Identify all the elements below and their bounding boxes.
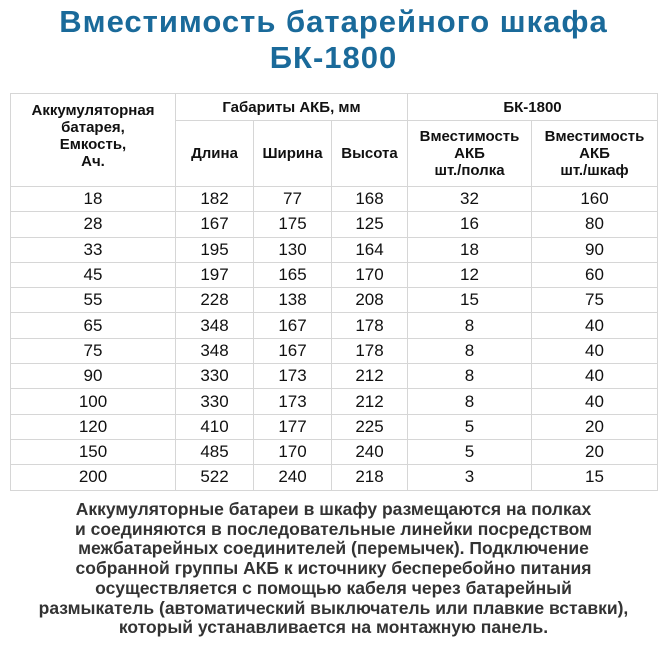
cell-per-shelf: 8 [408, 364, 532, 389]
cell-length: 197 [176, 262, 254, 287]
cell-height: 178 [332, 313, 408, 338]
header-battery-capacity [11, 94, 176, 187]
table-body [11, 187, 658, 491]
cell-height: 170 [332, 262, 408, 287]
capacity-table [10, 93, 658, 491]
cell-width: 77 [254, 187, 332, 212]
cell-length: 330 [176, 389, 254, 414]
table-row [11, 212, 658, 237]
cell-width: 177 [254, 414, 332, 439]
header-line: Емкость, [59, 136, 127, 153]
cell-width: 240 [254, 465, 332, 490]
cell-per-cabinet: 40 [532, 389, 658, 414]
header-height: Высота [332, 121, 408, 187]
cell-per-cabinet: 20 [532, 439, 658, 464]
cell-capacity: 33 [11, 237, 176, 262]
cell-per-cabinet: 90 [532, 237, 658, 262]
header-per-cabinet [532, 121, 658, 187]
description-line: собранной группы АКБ к источнику бесперебойно питания [75, 558, 592, 579]
cell-capacity: 90 [11, 364, 176, 389]
cell-capacity: 28 [11, 212, 176, 237]
cell-capacity: 45 [11, 262, 176, 287]
cell-capacity: 65 [11, 313, 176, 338]
cell-length: 522 [176, 465, 254, 490]
cell-height: 164 [332, 237, 408, 262]
cell-per-shelf: 12 [408, 262, 532, 287]
cell-per-shelf: 5 [408, 414, 532, 439]
table-row [11, 465, 658, 490]
cell-length: 348 [176, 313, 254, 338]
cell-width: 170 [254, 439, 332, 464]
cell-per-cabinet: 160 [532, 187, 658, 212]
cell-per-shelf: 8 [408, 313, 532, 338]
cell-length: 485 [176, 439, 254, 464]
page-title: Вместимость батарейного шкафа [59, 4, 608, 39]
header-per-shelf [408, 121, 532, 187]
cell-width: 138 [254, 288, 332, 313]
description-paragraph [0, 500, 667, 638]
description-line: который устанавливается на монтажную панель. [118, 617, 549, 638]
cell-per-cabinet: 15 [532, 465, 658, 490]
table-row [11, 237, 658, 262]
description-line: и соединяются в последовательные линейки посредством [74, 518, 593, 539]
cell-height: 125 [332, 212, 408, 237]
cell-height: 218 [332, 465, 408, 490]
cell-length: 330 [176, 364, 254, 389]
cell-capacity: 120 [11, 414, 176, 439]
page-subtitle: БК-1800 [269, 40, 398, 75]
table-row [11, 262, 658, 287]
header-cabinet: БК-1800 [408, 94, 658, 121]
header-line: АКБ [454, 145, 485, 162]
table-row [11, 364, 658, 389]
cell-per-cabinet: 60 [532, 262, 658, 287]
cell-per-shelf: 8 [408, 338, 532, 363]
cell-capacity: 18 [11, 187, 176, 212]
cell-height: 178 [332, 338, 408, 363]
header-line: Вместимость [419, 128, 520, 145]
cell-per-shelf: 8 [408, 389, 532, 414]
description-line: размыкатель (автоматический выключатель или плавкие вставки), [38, 597, 629, 618]
cell-per-cabinet: 80 [532, 212, 658, 237]
cell-per-cabinet: 40 [532, 338, 658, 363]
cell-width: 165 [254, 262, 332, 287]
table-row [11, 439, 658, 464]
cell-capacity: 150 [11, 439, 176, 464]
cell-per-shelf: 32 [408, 187, 532, 212]
header-line: шт./полка [434, 162, 505, 179]
cell-width: 130 [254, 237, 332, 262]
table-row [11, 288, 658, 313]
table-row [11, 338, 658, 363]
table-row [11, 187, 658, 212]
cell-height: 212 [332, 364, 408, 389]
cell-capacity: 55 [11, 288, 176, 313]
cell-width: 167 [254, 338, 332, 363]
cell-per-cabinet: 20 [532, 414, 658, 439]
header-line: Аккумуляторная [31, 102, 155, 119]
header-line: Ач. [81, 153, 105, 170]
header-line: Вместимость [544, 128, 645, 145]
table-row [11, 389, 658, 414]
cell-per-shelf: 15 [408, 288, 532, 313]
description-line: межбатарейных соединителей (перемычек). Подключение [78, 538, 589, 559]
cell-height: 168 [332, 187, 408, 212]
cell-length: 182 [176, 187, 254, 212]
cell-length: 195 [176, 237, 254, 262]
cell-per-cabinet: 75 [532, 288, 658, 313]
cell-length: 228 [176, 288, 254, 313]
cell-per-cabinet: 40 [532, 364, 658, 389]
header-width: Ширина [254, 121, 332, 187]
cell-width: 173 [254, 364, 332, 389]
cell-height: 225 [332, 414, 408, 439]
cell-length: 167 [176, 212, 254, 237]
cell-capacity: 75 [11, 338, 176, 363]
cell-per-cabinet: 40 [532, 313, 658, 338]
header-line: шт./шкаф [560, 162, 629, 179]
cell-height: 240 [332, 439, 408, 464]
cell-width: 173 [254, 389, 332, 414]
table-row [11, 414, 658, 439]
cell-length: 348 [176, 338, 254, 363]
cell-length: 410 [176, 414, 254, 439]
cell-width: 175 [254, 212, 332, 237]
header-line: батарея, [61, 119, 125, 136]
cell-per-shelf: 16 [408, 212, 532, 237]
table-row [11, 313, 658, 338]
cell-width: 167 [254, 313, 332, 338]
cell-capacity: 100 [11, 389, 176, 414]
header-length: Длина [176, 121, 254, 187]
description-line: осуществляется с помощью кабеля через батарейный [95, 577, 572, 598]
cell-capacity: 200 [11, 465, 176, 490]
cell-per-shelf: 18 [408, 237, 532, 262]
header-dimensions: Габариты АКБ, мм [176, 94, 408, 121]
cell-height: 212 [332, 389, 408, 414]
cell-per-shelf: 3 [408, 465, 532, 490]
cell-height: 208 [332, 288, 408, 313]
cell-per-shelf: 5 [408, 439, 532, 464]
header-line: АКБ [579, 145, 610, 162]
description-line: Аккумуляторные батареи в шкафу размещаются на полках [75, 499, 592, 519]
